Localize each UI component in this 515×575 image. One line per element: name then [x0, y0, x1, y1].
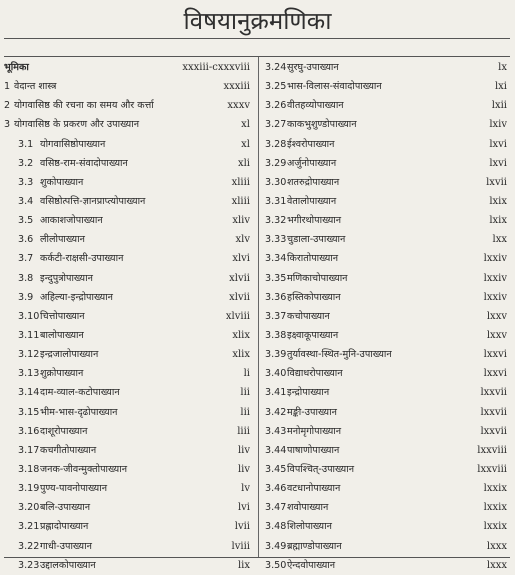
toc-entry-title: कर्कटी-राक्षसी-उपाख्यान — [40, 253, 124, 265]
toc-entry-title: शतरुद्रोपाख्यान — [287, 176, 340, 188]
toc-entry — [4, 383, 250, 402]
toc-entry-number: 3.5 — [18, 215, 34, 227]
toc-entry-number: 3.50 — [265, 559, 287, 571]
toc-entry-title: कचगीतोपाख्यान — [40, 444, 97, 456]
toc-entry-title: वीतहव्योपाख्यान — [287, 100, 344, 112]
toc-entry-page: lxx — [492, 234, 507, 246]
toc-entry — [4, 96, 250, 115]
toc-entry — [263, 517, 507, 536]
toc-entry — [4, 441, 250, 460]
toc-entry-number: 3.4 — [18, 195, 34, 207]
toc-entry-page: lii — [240, 387, 250, 399]
toc-entry-title: वटधानोपाख्यान — [287, 483, 341, 495]
toc-entry-title: सुरघु-उपाख्यान — [287, 62, 339, 73]
toc-entry-page: lxxvii — [480, 387, 507, 399]
toc-entry-title: वसिष्ठोत्पत्ति-ज्ञानप्राप्त्योपाख्यान — [40, 195, 146, 207]
toc-entry-number: 3.24 — [265, 62, 287, 73]
toc-entry-number: 3.38 — [265, 329, 287, 341]
toc-entry-number: 3.19 — [18, 483, 40, 495]
toc-entry-number: 3.11 — [18, 329, 40, 341]
toc-entry-page: lvi — [237, 502, 250, 514]
top-rule — [4, 38, 510, 39]
toc-entry-title: आकाशजोपाख्यान — [40, 215, 103, 227]
toc-entry-page: lxxviii — [477, 463, 507, 475]
toc-entry-title: शुकोपाख्यान — [40, 176, 84, 188]
toc-entry — [4, 517, 250, 536]
toc-entry-page: xl — [241, 138, 250, 150]
toc-entry-page: xliii — [231, 176, 250, 188]
toc-entry-title: पाषाणोपाख्यान — [287, 444, 340, 456]
toc-entry-page: lviii — [231, 540, 250, 552]
toc-entry-number: 3.8 — [18, 272, 34, 284]
toc-entry-title: वसिष्ठ-राम-संवादोपाख्यान — [40, 157, 128, 169]
toc-entry-page: lxxix — [483, 521, 507, 533]
toc-entry-page: lxvi — [489, 138, 507, 150]
toc-entry — [4, 422, 250, 441]
toc-entry-page: lxxiv — [483, 272, 507, 284]
toc-entry-number: 3.6 — [18, 234, 34, 246]
toc-entry-number: 3.30 — [265, 176, 287, 188]
toc-entry-title: वेदान्त शास्त्र — [14, 81, 57, 93]
toc-entry-page: xlv — [235, 234, 250, 246]
toc-entry-page: liv — [237, 463, 250, 475]
toc-entry-number: 3.16 — [18, 425, 40, 437]
toc-entry — [263, 192, 507, 211]
toc-entry — [263, 383, 507, 402]
toc-entry — [263, 556, 507, 575]
toc-entry-number: 3.12 — [18, 349, 40, 361]
toc-entry — [4, 192, 250, 211]
toc-entry-number: 3.28 — [265, 138, 287, 150]
toc-entry-number: 3.3 — [18, 176, 34, 188]
toc-entry — [263, 288, 507, 307]
toc-entry — [263, 441, 507, 460]
toc-entry-page: lxxv — [486, 310, 507, 322]
toc-entry-page: li — [243, 368, 250, 380]
toc-right-column — [263, 58, 507, 575]
toc-entry-page: liv — [237, 444, 250, 456]
toc-entry-number: 3.41 — [265, 387, 287, 399]
toc-entry — [4, 326, 250, 345]
toc-entry-title: ऐन्दवोपाख्यान — [287, 559, 336, 571]
toc-entry-number: 3.23 — [18, 559, 40, 571]
toc-entry-title: अर्जुनोपाख्यान — [287, 157, 337, 169]
toc-entry-number: 3.34 — [265, 253, 287, 265]
toc-entry-title: कचोपाख्यान — [287, 310, 330, 322]
toc-entry — [4, 115, 250, 134]
toc-entry-number: 3.26 — [265, 100, 287, 112]
toc-entry — [263, 460, 507, 479]
toc-entry-page: xl — [241, 119, 250, 131]
toc-entry — [4, 460, 250, 479]
toc-entry — [263, 230, 507, 249]
toc-entry — [4, 556, 250, 575]
toc-entry-number: 3.15 — [18, 406, 40, 418]
toc-entry-page: xlix — [232, 329, 250, 341]
toc-entry — [263, 77, 507, 96]
toc-entry-page: lxxx — [486, 559, 507, 571]
toc-entry-number: 3.9 — [18, 291, 34, 303]
toc-entry-number: 3.43 — [265, 425, 287, 437]
toc-entry-title: विद्याधरोपाख्यान — [287, 368, 343, 380]
toc-entry-page: xlvi — [232, 253, 250, 265]
toc-entry-title: ब्रह्माण्डोपाख्यान — [287, 540, 342, 552]
toc-entry-page: lxxviii — [477, 444, 507, 456]
toc-entry-title: पुण्य-पावनोपाख्यान — [40, 483, 108, 495]
toc-entry-number: 3.27 — [265, 119, 287, 131]
toc-entry-title: मङ्की-उपाख्यान — [287, 406, 337, 418]
toc-entry-page: lxi — [494, 81, 507, 93]
toc-entry-page: xlvii — [229, 272, 250, 284]
toc-entry-page: lx — [498, 62, 507, 73]
toc-entry-number: 3.20 — [18, 502, 40, 514]
toc-entry-page: xliii — [231, 195, 250, 207]
toc-entry-number: 3.39 — [265, 349, 287, 361]
toc-entry-page: lxiv — [489, 119, 507, 131]
toc-entry-number: 3.18 — [18, 463, 40, 475]
toc-entry-number: 3.13 — [18, 368, 40, 380]
toc-entry-title: विपश्चित्-उपाख्यान — [287, 463, 355, 475]
toc-entry-title: भीम-भास-दृढोपाख्यान — [40, 406, 118, 418]
toc-entry-title: चुडाला-उपाख्यान — [287, 234, 346, 246]
toc-entry-number: 3.48 — [265, 521, 287, 533]
toc-entry-title: बलि-उपाख्यान — [40, 502, 91, 514]
toc-entry-number: 3.22 — [18, 540, 40, 552]
toc-entry-page: lxxvii — [480, 425, 507, 437]
toc-entry-number: 3.32 — [265, 215, 287, 227]
toc-entry — [263, 498, 507, 517]
toc-entry-page: lxvi — [489, 157, 507, 169]
toc-entry-page: xxxv — [227, 100, 250, 112]
toc-entry — [4, 345, 250, 364]
toc-entry — [263, 307, 507, 326]
toc-entry — [263, 326, 507, 345]
toc-entry-page: lxxix — [483, 483, 507, 495]
toc-entry-title: ईश्वरोपाख्यान — [287, 138, 335, 150]
toc-entry — [263, 96, 507, 115]
toc-entry — [4, 307, 250, 326]
toc-entry-title: प्रह्लादोपाख्यान — [40, 521, 89, 533]
toc-entry-title: दाम-व्याल-कटोपाख्यान — [40, 387, 120, 399]
toc-entry-number: 3.49 — [265, 540, 287, 552]
toc-entry-title: लीलोपाख्यान — [40, 234, 85, 246]
toc-entry-number: 3.35 — [265, 272, 287, 284]
toc-entry-number: 3 — [4, 119, 11, 131]
toc-entry — [263, 211, 507, 230]
toc-entry-title: शिलोपाख्यान — [287, 521, 332, 533]
toc-entry — [4, 498, 250, 517]
toc-entry-page: lxix — [489, 215, 507, 227]
toc-entry-page: liii — [237, 425, 250, 437]
toc-entry-page: xxxiii — [223, 81, 250, 93]
toc-entry — [4, 249, 250, 268]
toc-entry-title: शवोपाख्यान — [287, 502, 329, 514]
page-title: विषयानुक्रमणिका — [183, 7, 332, 35]
toc-entry-page: xlvii — [229, 291, 250, 303]
toc-entry — [263, 249, 507, 268]
toc-entry — [4, 154, 250, 173]
toc-entry — [4, 173, 250, 192]
toc-entry-title: उद्दालकोपाख्यान — [40, 559, 96, 571]
toc-entry-page: lv — [241, 483, 250, 495]
toc-entry-page: lxxix — [483, 502, 507, 514]
toc-entry-number: 3.45 — [265, 463, 287, 475]
toc-entry-title: वेतालोपाख्यान — [287, 195, 337, 207]
toc-entry-title: तुर्यावस्था-स्थित-मुनि-उपाख्यान — [287, 349, 392, 361]
toc-entry-number: 3.42 — [265, 406, 287, 418]
toc-entry-page: lvii — [234, 521, 250, 533]
toc-entry-number: 3.21 — [18, 521, 40, 533]
toc-entry-title: शुक्रोपाख्यान — [40, 368, 84, 380]
toc-entry — [263, 479, 507, 498]
toc-entry-number: 3.31 — [265, 195, 287, 207]
toc-entry-title: जनक-जीवन्मुक्तोपाख्यान — [40, 463, 128, 475]
toc-entry-title: योगवासिष्ठ की रचना का समय और कर्त्ता — [14, 100, 154, 112]
toc-entry-title: इक्ष्वाकूपाख्यान — [287, 329, 339, 341]
toc-entry-page: lxix — [489, 195, 507, 207]
toc-entry-title: भास-विलास-संवादोपाख्यान — [287, 81, 382, 93]
toc-entry — [4, 269, 250, 288]
toc-entry-number: 3.7 — [18, 253, 34, 265]
toc-entry — [263, 537, 507, 556]
toc-entry-page: xlix — [232, 349, 250, 361]
toc-entry-title: इन्द्रजालोपाख्यान — [40, 349, 99, 361]
toc-entry-title: गाधी-उपाख्यान — [40, 540, 92, 552]
toc-entry — [263, 154, 507, 173]
toc-entry-title: इन्दुपुत्रोपाख्यान — [40, 272, 93, 284]
column-divider — [258, 57, 259, 557]
toc-entry-number: 1 — [4, 81, 11, 93]
toc-entry-page: lxxiv — [483, 253, 507, 265]
toc-entry — [263, 345, 507, 364]
toc-entry-page: xli — [237, 157, 250, 169]
toc-entry-page: xliv — [232, 215, 250, 227]
toc-entry — [4, 211, 250, 230]
toc-entry-title: किरातोपाख्यान — [287, 253, 339, 265]
toc-entry — [263, 364, 507, 383]
toc-entry — [4, 364, 250, 383]
toc-left-column — [4, 58, 250, 575]
toc-entry — [263, 173, 507, 192]
toc-entry-page: xxxiii-cxxxviii — [182, 62, 250, 73]
toc-entry-number: 3.29 — [265, 157, 287, 169]
toc-entry-title: चित्तोपाख्यान — [40, 310, 85, 322]
toc-entry-page: lix — [237, 559, 250, 571]
toc-entry-title: बालोपाख्यान — [40, 329, 84, 341]
header-rule — [4, 56, 510, 57]
toc-entry — [4, 77, 250, 96]
toc-entry — [4, 58, 250, 77]
toc-entry-number: 2 — [4, 100, 11, 112]
toc-entry-number: 3.25 — [265, 81, 287, 93]
toc-entry-number: 3.2 — [18, 157, 34, 169]
toc-entry-title: अहिल्या-इन्द्रोपाख्यान — [40, 291, 113, 303]
toc-entry — [263, 115, 507, 134]
toc-entry-title: इन्द्रोपाख्यान — [287, 387, 330, 399]
toc-entry-number: 3.40 — [265, 368, 287, 380]
toc-entry — [263, 403, 507, 422]
toc-entry-page: lxvii — [486, 176, 507, 188]
toc-entry-number: 3.37 — [265, 310, 287, 322]
toc-entry-number: 3.1 — [18, 138, 34, 150]
toc-entry-page: lxxiv — [483, 291, 507, 303]
toc-entry-number: 3.47 — [265, 502, 287, 514]
toc-entry-title: भूमिका — [4, 62, 29, 73]
toc-entry-page: lxxv — [486, 329, 507, 341]
toc-entry-title: भगीरथोपाख्यान — [287, 215, 342, 227]
toc-entry-number: 3.36 — [265, 291, 287, 303]
toc-entry-page: xlviii — [225, 310, 250, 322]
toc-entry — [4, 403, 250, 422]
toc-entry-page: lxxvii — [480, 406, 507, 418]
toc-entry-title: मनोमृगोपाख्यान — [287, 425, 342, 437]
toc-entry-number: 3.44 — [265, 444, 287, 456]
toc-entry-page: lxxvi — [483, 349, 507, 361]
toc-entry — [4, 135, 250, 154]
toc-entry-number: 3.10 — [18, 310, 40, 322]
toc-entry — [263, 422, 507, 441]
toc-entry — [4, 288, 250, 307]
toc-entry-title: मणिकाचोपाख्यान — [287, 272, 348, 284]
toc-entry-title: योगवासिष्ठोपाख्यान — [40, 138, 106, 150]
toc-entry-page: lxxvi — [483, 368, 507, 380]
toc-entry-title: दाशूरोपाख्यान — [40, 425, 88, 437]
toc-entry — [4, 230, 250, 249]
toc-entry — [4, 537, 250, 556]
toc-entry-page: lxii — [491, 100, 507, 112]
toc-entry-title: काकभुशुण्डोपाख्यान — [287, 119, 357, 131]
toc-entry-number: 3.46 — [265, 483, 287, 495]
toc-entry — [4, 479, 250, 498]
toc-entry-number: 3.14 — [18, 387, 40, 399]
toc-entry — [263, 269, 507, 288]
toc-entry — [263, 135, 507, 154]
toc-entry-page: lii — [240, 406, 250, 418]
toc-entry — [263, 58, 507, 77]
toc-entry-number: 3.33 — [265, 234, 287, 246]
toc-entry-page: lxxx — [486, 540, 507, 552]
toc-entry-title: योगवासिष्ठ के प्रकरण और उपाख्यान — [14, 119, 140, 131]
toc-entry-title: हस्तिकोपाख्यान — [287, 291, 341, 303]
toc-entry-number: 3.17 — [18, 444, 40, 456]
